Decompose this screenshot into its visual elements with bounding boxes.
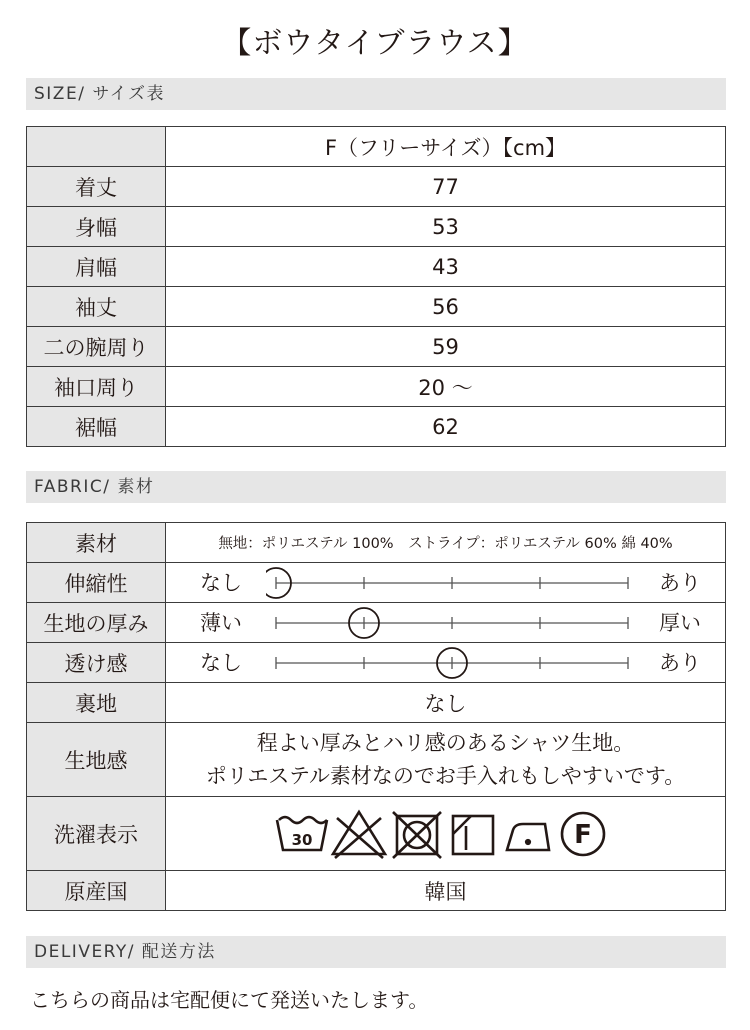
size-row-value: 20 〜 (166, 367, 726, 407)
origin-label: 原産国 (27, 871, 166, 911)
size-table (26, 126, 726, 447)
size-row-label: 肩幅 (27, 247, 166, 287)
wash-30-icon (277, 817, 327, 850)
size-row-hem (27, 407, 726, 447)
stretch-right-label: あり (659, 571, 701, 595)
fabric-table (26, 522, 726, 911)
lining-value: なし (166, 683, 726, 723)
size-row-label: 二の腕周り (27, 327, 166, 367)
sheerness-row (27, 643, 726, 683)
sheerness-scale (166, 643, 726, 683)
fabric-section-heading: FABRIC/ 素材 (26, 471, 726, 503)
feel-value (166, 723, 726, 797)
dry-clean-f-icon (562, 813, 604, 855)
sheerness-right-label: あり (659, 651, 701, 675)
size-row-cuff (27, 367, 726, 407)
size-row-value: 59 (166, 327, 726, 367)
no-bleach-icon (333, 812, 385, 858)
thickness-row (27, 603, 726, 643)
thickness-scale (166, 603, 726, 643)
size-row-label: 身幅 (27, 207, 166, 247)
material-value: 無地：ポリエステル 100% ストライプ：ポリエステル 60% 綿 40% (166, 523, 726, 563)
stretch-left-label: なし (200, 571, 242, 595)
size-row-value: 77 (166, 167, 726, 207)
laundry-row (27, 797, 726, 871)
origin-row (27, 871, 726, 911)
sheerness-label: 透け感 (27, 643, 166, 683)
laundry-icons (166, 797, 726, 871)
page-title: 【ボウタイブラウス】 (221, 26, 529, 61)
material-row (27, 523, 726, 563)
size-section-heading: SIZE/ サイズ表 (26, 78, 726, 110)
size-row-upper-arm (27, 327, 726, 367)
size-row-label: 着丈 (27, 167, 166, 207)
size-header-blank (27, 127, 166, 167)
size-row-sleeve (27, 287, 726, 327)
size-row-value: 53 (166, 207, 726, 247)
feel-line-2: ポリエステル素材なのでお手入れもしやすいです。 (205, 763, 686, 788)
feel-label: 生地感 (27, 723, 166, 797)
size-row-shoulder (27, 247, 726, 287)
size-row-value: 56 (166, 287, 726, 327)
size-column-header: F（フリーサイズ）【cm】 (166, 127, 726, 167)
delivery-section-heading: DELIVERY/ 配送方法 (26, 936, 726, 968)
size-row-label: 袖丈 (27, 287, 166, 327)
size-row-value: 62 (166, 407, 726, 447)
stretch-label: 伸縮性 (27, 563, 166, 603)
size-row-length (27, 167, 726, 207)
size-row-label: 袖口周り (27, 367, 166, 407)
thickness-label: 生地の厚み (27, 603, 166, 643)
stretch-scale (166, 563, 726, 603)
line-dry-shade-icon (453, 816, 493, 854)
dry-clean-letter: F (573, 819, 592, 850)
sheerness-left-label: なし (200, 651, 242, 675)
laundry-label: 洗濯表示 (27, 797, 166, 871)
wash-temp-text: 30 (291, 830, 312, 849)
iron-low-icon (507, 824, 549, 850)
thickness-left-label: 薄い (200, 611, 242, 635)
lining-row (27, 683, 726, 723)
material-label: 素材 (27, 523, 166, 563)
no-tumble-dry-icon (393, 812, 441, 858)
size-header-row (27, 127, 726, 167)
thickness-right-label: 厚い (659, 611, 701, 635)
delivery-text: こちらの商品は宅配便にて発送いたします。 (30, 988, 429, 1012)
sheerness-scale-graphic (266, 643, 636, 683)
thickness-scale-graphic (266, 603, 636, 643)
origin-value: 韓国 (166, 871, 726, 911)
size-row-label: 裾幅 (27, 407, 166, 447)
stretch-scale-graphic (266, 563, 636, 603)
laundry-symbols (273, 808, 619, 860)
lining-label: 裏地 (27, 683, 166, 723)
stretch-row (27, 563, 726, 603)
feel-row (27, 723, 726, 797)
size-row-width (27, 207, 726, 247)
size-row-value: 43 (166, 247, 726, 287)
feel-line-1: 程よい厚みとハリ感のあるシャツ生地。 (256, 730, 635, 755)
